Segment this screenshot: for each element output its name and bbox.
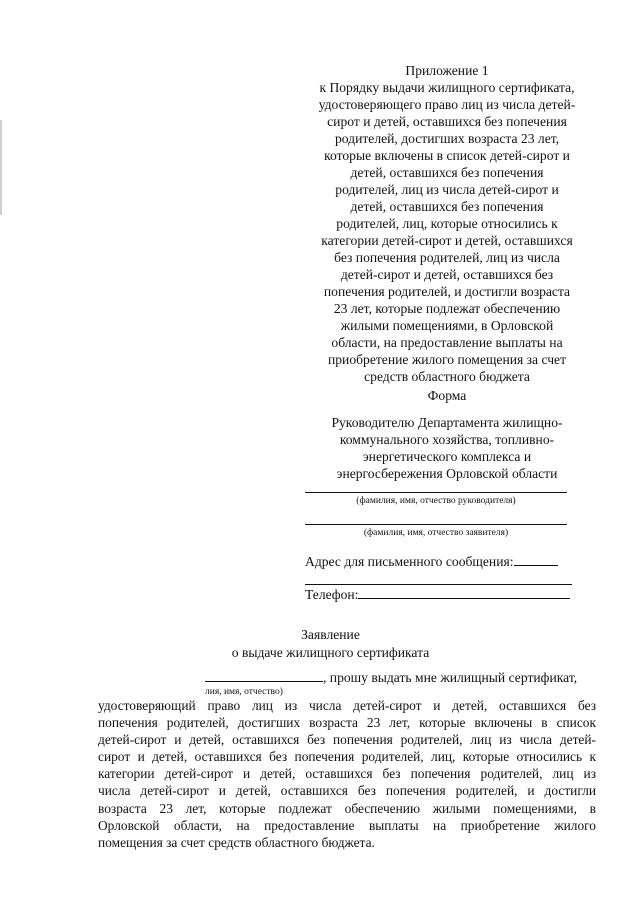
addressee-line: энергетического комплекса и — [362, 449, 532, 464]
body-line: попечения родителей, достигших возраста 23 лет, которые включены в список — [98, 715, 596, 731]
addressee-block — [302, 414, 592, 482]
body-line: помещения за счет средств областного бюджета. — [98, 834, 375, 850]
appendix-block — [302, 62, 592, 385]
appendix-line: Приложение 1 — [405, 63, 489, 78]
head-name-line[interactable] — [305, 492, 567, 493]
applicant-name-caption: (фамилия, имя, отчество заявителя) — [363, 528, 509, 538]
head-name-caption: (фамилия, имя, отчество руководителя) — [356, 496, 516, 506]
appendix-line: к Порядку выдачи жилищного сертификата, — [319, 80, 575, 95]
form-label: Форма — [427, 388, 467, 403]
phone-label: Телефон: — [305, 587, 359, 602]
statement-subtitle: о выдаче жилищного сертификата — [231, 645, 430, 660]
body-line: Орловской области, на предоставление выплаты на приобретение жилого — [98, 817, 596, 833]
appendix-line: которые включены в список детей-сирот и — [324, 148, 570, 163]
body-line: удостоверяющий право лиц из числа детей-сирот и детей, оставшихся без — [98, 698, 596, 713]
address-field[interactable] — [514, 553, 558, 566]
body-line: детей-сирот и детей, оставшихся без попечения родителей, лиц из числа детей- — [98, 732, 596, 748]
appendix-line: попечения родителей, и достигли возраста — [323, 284, 571, 299]
statement-title: Заявление — [301, 627, 360, 642]
appendix-line: детей, оставшихся без попечения — [350, 165, 544, 180]
appendix-line: приобретение жилого помещения за счет — [327, 352, 567, 367]
appendix-line: родителей, лиц, которые относились к — [336, 216, 558, 231]
appendix-line: жилыми помещениями, в Орловской — [340, 318, 554, 333]
body-line: числа детей-сирот и детей, оставшихся без попечения родителей, и достигли — [98, 783, 596, 799]
address-field-line-2[interactable] — [305, 584, 572, 585]
applicant-fio-caption: лия, имя, отчество) — [205, 687, 283, 697]
phone-field[interactable] — [358, 586, 570, 599]
request-text: , прошу выдать мне жилищный сертификат, — [323, 670, 578, 685]
appendix-line: категории детей-сирот и детей, оставшихся — [321, 233, 573, 248]
addressee-line: коммунального хозяйства, топливно- — [339, 432, 555, 447]
applicant-name-line[interactable] — [305, 524, 567, 525]
appendix-line: детей, оставшихся без попечения — [350, 199, 544, 214]
body-line: категории детей-сирот и детей, оставшихся без попечения родителей, лиц из — [98, 766, 596, 782]
appendix-line: родителей, лиц из числа детей-сирот и — [335, 182, 559, 197]
appendix-line: родителей, достигших возраста 23 лет, — [334, 131, 560, 146]
address-label: Адрес для письменного сообщения: — [305, 554, 514, 569]
phone-row — [305, 586, 570, 603]
applicant-fio-field[interactable] — [205, 669, 323, 682]
body-line: возраста 23 лет, которые подлежат обеспечению жилыми помещениями, в — [98, 800, 596, 816]
appendix-line: средств областного бюджета — [364, 369, 530, 384]
statement-body — [98, 697, 596, 851]
request-row — [205, 669, 577, 686]
appendix-line: удостоверяющего право лиц из числа детей- — [318, 97, 576, 112]
body-line: сирот и детей, оставшихся без попечения родителей, лиц, которые относились к — [98, 749, 596, 765]
addressee-line: энергосбережения Орловской области — [336, 466, 558, 481]
appendix-line: сирот и детей, оставшихся без попечения — [327, 114, 567, 129]
scan-edge-mark — [0, 120, 2, 215]
address-row — [305, 553, 558, 570]
appendix-line: 23 лет, которые подлежат обеспечению — [333, 301, 561, 316]
addressee-line: Руководителю Департамента жилищно- — [331, 415, 563, 430]
appendix-line: без попечения родителей, лиц из числа — [334, 250, 560, 265]
appendix-line: детей-сирот и детей, оставшихся без — [340, 267, 554, 282]
appendix-line: области, на предоставление выплаты на — [331, 335, 563, 350]
